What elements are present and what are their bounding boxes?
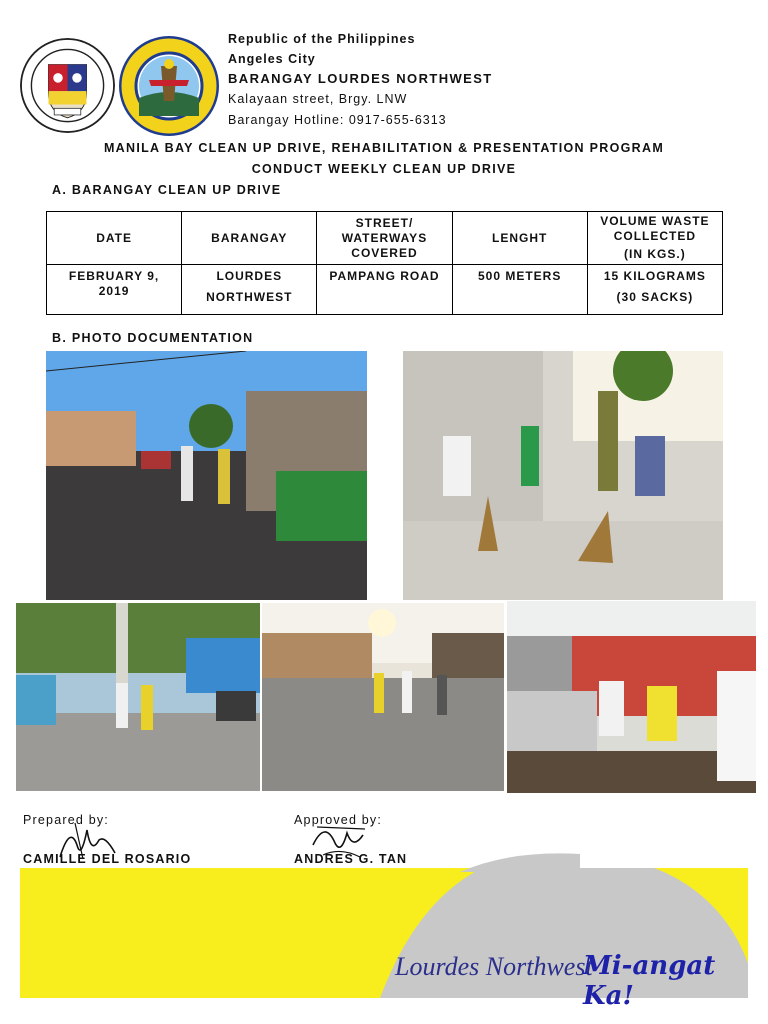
header-barangay: BARANGAY LOURDES NORTHWEST <box>228 71 493 86</box>
cell-volume: 15 KILOGRAMS (30 SACKS) <box>587 265 722 315</box>
footer-slogan-place: Lourdes Northwest <box>395 952 593 981</box>
prepared-by-label: Prepared by: <box>23 813 109 827</box>
photo-clean-up-3 <box>16 603 260 791</box>
header-country: Republic of the Philippines <box>228 32 416 46</box>
table-header-row <box>47 212 723 265</box>
activity-title: CONDUCT WEEKLY CLEAN UP DRIVE <box>251 162 517 176</box>
header-length: LENGHT <box>452 212 587 265</box>
header-street: STREET/ WATERWAYS COVERED <box>317 212 452 265</box>
section-a-heading: A. BARANGAY CLEAN UP DRIVE <box>52 183 282 197</box>
cell-street: PAMPANG ROAD <box>317 265 452 315</box>
cell-barangay: LOURDES NORTHWEST <box>182 265 317 315</box>
cell-length: 500 METERS <box>452 265 587 315</box>
barangay-lourdes-northwest-seal <box>119 36 219 136</box>
header-hotline: Barangay Hotline: 0917-655-6313 <box>228 113 447 127</box>
header-date: DATE <box>47 212 182 265</box>
footer-slogan-motto: Mi-angat Ka! <box>583 951 716 1011</box>
photo-street-sweeping-2 <box>403 351 723 600</box>
photo-clean-up-5 <box>507 601 756 793</box>
photo-street-sweeping-1 <box>46 351 367 600</box>
header-barangay: BARANGAY <box>182 212 317 265</box>
angeles-city-seal <box>20 38 115 133</box>
header-volume: VOLUME WASTE COLLECTED (IN KGS.) <box>587 212 722 265</box>
approved-by-label: Approved by: <box>294 813 383 827</box>
cell-date: FEBRUARY 9, 2019 <box>47 265 182 315</box>
prepared-by-name: CAMILLE DEL ROSARIO <box>23 852 192 866</box>
table-row <box>47 265 723 315</box>
photo-clean-up-4 <box>262 603 504 791</box>
section-b-heading: B. PHOTO DOCUMENTATION <box>52 331 254 345</box>
header-city: Angeles City <box>228 52 316 66</box>
clean-up-drive-table <box>46 211 723 315</box>
approved-by-name: ANDRES G. TAN <box>294 852 408 866</box>
footer-arc-top <box>380 852 580 872</box>
header-address: Kalayaan street, Brgy. LNW <box>228 92 408 106</box>
seal-left-text <box>0 0 1 1</box>
program-title: MANILA BAY CLEAN UP DRIVE, REHABILITATION & PRESENTATION PROGRAM <box>103 141 665 155</box>
